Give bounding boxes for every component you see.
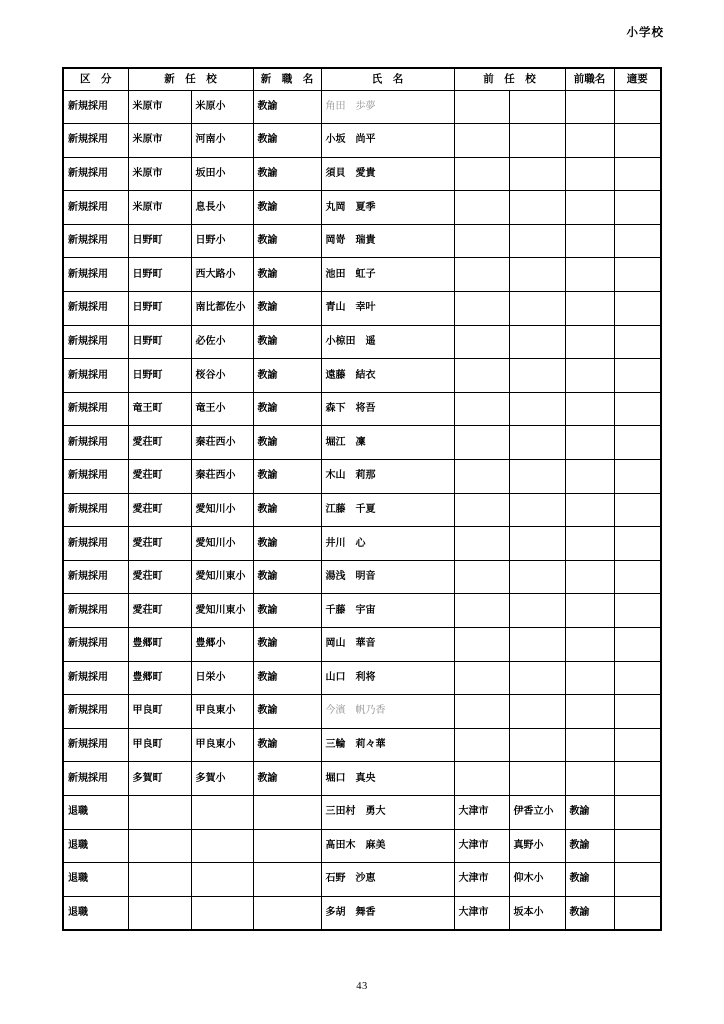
cell-prev-title xyxy=(565,527,614,561)
cell-new-city: 愛荘町 xyxy=(128,460,191,494)
cell-prev-school xyxy=(509,157,565,191)
col-header-new-title: 新 職 名 xyxy=(253,68,321,90)
cell-new-city: 多賀町 xyxy=(128,762,191,796)
cell-remarks xyxy=(614,896,661,930)
table-row xyxy=(63,224,661,258)
cell-remarks xyxy=(614,224,661,258)
cell-prev-school xyxy=(509,325,565,359)
cell-new-city xyxy=(128,795,191,829)
cell-prev-school xyxy=(509,493,565,527)
cell-name: 多胡 舞香 xyxy=(321,896,454,930)
cell-prev-school xyxy=(509,594,565,628)
cell-prev-title xyxy=(565,359,614,393)
cell-name: 堀口 真央 xyxy=(321,762,454,796)
cell-category: 新規採用 xyxy=(63,258,128,292)
cell-prev-title xyxy=(565,628,614,662)
table-row xyxy=(63,628,661,662)
col-header-name: 氏 名 xyxy=(321,68,454,90)
cell-new-school: 多賀小 xyxy=(191,762,253,796)
cell-new-city: 米原市 xyxy=(128,124,191,158)
cell-prev-title xyxy=(565,426,614,460)
cell-new-title: 教諭 xyxy=(253,493,321,527)
cell-new-title: 教諭 xyxy=(253,426,321,460)
cell-name: 三輪 莉々華 xyxy=(321,728,454,762)
section-label: 小学校 xyxy=(626,27,664,39)
cell-prev-city: 大津市 xyxy=(454,896,509,930)
cell-new-title: 教諭 xyxy=(253,460,321,494)
cell-name: 丸岡 夏季 xyxy=(321,191,454,225)
cell-prev-school xyxy=(509,292,565,326)
cell-prev-school xyxy=(509,90,565,124)
cell-new-title xyxy=(253,896,321,930)
cell-prev-title xyxy=(565,560,614,594)
cell-category: 新規採用 xyxy=(63,124,128,158)
cell-remarks xyxy=(614,90,661,124)
cell-remarks xyxy=(614,258,661,292)
cell-new-title: 教諭 xyxy=(253,124,321,158)
cell-new-city: 米原市 xyxy=(128,157,191,191)
cell-category: 新規採用 xyxy=(63,224,128,258)
cell-name: 岡嵜 瑞貴 xyxy=(321,224,454,258)
table-row xyxy=(63,762,661,796)
cell-new-city xyxy=(128,896,191,930)
cell-prev-city xyxy=(454,426,509,460)
cell-new-city: 米原市 xyxy=(128,191,191,225)
col-header-prev-school: 前 任 校 xyxy=(454,68,565,90)
cell-remarks xyxy=(614,594,661,628)
cell-new-city: 愛荘町 xyxy=(128,527,191,561)
cell-new-city: 日野町 xyxy=(128,224,191,258)
table-row xyxy=(63,594,661,628)
cell-new-city: 米原市 xyxy=(128,90,191,124)
cell-prev-city xyxy=(454,124,509,158)
cell-category: 新規採用 xyxy=(63,594,128,628)
cell-category: 新規採用 xyxy=(63,157,128,191)
cell-remarks xyxy=(614,527,661,561)
cell-new-school: 必佐小 xyxy=(191,325,253,359)
cell-name: 湯浅 明音 xyxy=(321,560,454,594)
cell-remarks xyxy=(614,392,661,426)
cell-new-title: 教諭 xyxy=(253,728,321,762)
cell-prev-title xyxy=(565,292,614,326)
cell-category: 新規採用 xyxy=(63,695,128,729)
cell-new-city: 愛荘町 xyxy=(128,594,191,628)
cell-prev-school xyxy=(509,426,565,460)
cell-prev-school xyxy=(509,224,565,258)
cell-new-school: 甲良東小 xyxy=(191,695,253,729)
cell-new-title: 教諭 xyxy=(253,157,321,191)
cell-new-school: 愛知川東小 xyxy=(191,594,253,628)
cell-category: 新規採用 xyxy=(63,661,128,695)
cell-new-school: 愛知川小 xyxy=(191,527,253,561)
cell-new-city: 愛荘町 xyxy=(128,426,191,460)
table-row xyxy=(63,493,661,527)
cell-new-school xyxy=(191,863,253,897)
table-row xyxy=(63,661,661,695)
cell-prev-school xyxy=(509,460,565,494)
cell-prev-title xyxy=(565,157,614,191)
cell-prev-city: 大津市 xyxy=(454,863,509,897)
page-number: 43 xyxy=(356,981,368,992)
cell-category: 新規採用 xyxy=(63,460,128,494)
cell-prev-title xyxy=(565,460,614,494)
cell-category: 新規採用 xyxy=(63,292,128,326)
cell-prev-title: 教諭 xyxy=(565,863,614,897)
cell-remarks xyxy=(614,728,661,762)
cell-name: 今濱 帆乃香 xyxy=(321,695,454,729)
cell-prev-city xyxy=(454,258,509,292)
table-row xyxy=(63,728,661,762)
cell-new-school: 日野小 xyxy=(191,224,253,258)
cell-new-city: 日野町 xyxy=(128,258,191,292)
table-row xyxy=(63,157,661,191)
cell-new-city: 竜王町 xyxy=(128,392,191,426)
cell-new-title: 教諭 xyxy=(253,762,321,796)
cell-prev-city xyxy=(454,493,509,527)
cell-new-title: 教諭 xyxy=(253,560,321,594)
cell-prev-school: 仰木小 xyxy=(509,863,565,897)
cell-new-school xyxy=(191,896,253,930)
cell-prev-title xyxy=(565,392,614,426)
cell-name: 池田 虹子 xyxy=(321,258,454,292)
cell-new-city: 愛荘町 xyxy=(128,493,191,527)
cell-prev-city xyxy=(454,460,509,494)
cell-category: 退職 xyxy=(63,896,128,930)
cell-name: 遠藤 結衣 xyxy=(321,359,454,393)
cell-remarks xyxy=(614,863,661,897)
cell-new-city xyxy=(128,863,191,897)
cell-category: 新規採用 xyxy=(63,392,128,426)
cell-category: 新規採用 xyxy=(63,560,128,594)
cell-remarks xyxy=(614,560,661,594)
cell-prev-title xyxy=(565,124,614,158)
personnel-table xyxy=(62,67,662,931)
cell-name: 山口 利将 xyxy=(321,661,454,695)
cell-category: 新規採用 xyxy=(63,493,128,527)
cell-prev-school xyxy=(509,560,565,594)
cell-prev-title xyxy=(565,594,614,628)
cell-prev-city xyxy=(454,191,509,225)
cell-prev-city xyxy=(454,762,509,796)
cell-prev-city xyxy=(454,695,509,729)
col-header-prev-title: 前職名 xyxy=(565,68,614,90)
cell-category: 新規採用 xyxy=(63,191,128,225)
cell-category: 退職 xyxy=(63,863,128,897)
table-row xyxy=(63,527,661,561)
cell-new-school: 愛知川東小 xyxy=(191,560,253,594)
cell-prev-school xyxy=(509,661,565,695)
cell-new-city xyxy=(128,829,191,863)
cell-prev-title xyxy=(565,224,614,258)
cell-prev-school xyxy=(509,728,565,762)
header-row xyxy=(63,68,661,90)
table-row xyxy=(63,460,661,494)
cell-new-title: 教諭 xyxy=(253,292,321,326)
cell-prev-school xyxy=(509,628,565,662)
cell-new-title: 教諭 xyxy=(253,359,321,393)
cell-new-school: 甲良東小 xyxy=(191,728,253,762)
cell-name: 井川 心 xyxy=(321,527,454,561)
table-row xyxy=(63,392,661,426)
cell-name: 岡山 華音 xyxy=(321,628,454,662)
cell-prev-title xyxy=(565,325,614,359)
cell-prev-title xyxy=(565,728,614,762)
cell-new-title xyxy=(253,829,321,863)
col-header-category: 区 分 xyxy=(63,68,128,90)
cell-remarks xyxy=(614,493,661,527)
cell-prev-school xyxy=(509,392,565,426)
cell-prev-title: 教諭 xyxy=(565,896,614,930)
cell-name: 須貝 愛貴 xyxy=(321,157,454,191)
cell-prev-city xyxy=(454,392,509,426)
cell-category: 新規採用 xyxy=(63,762,128,796)
cell-remarks xyxy=(614,460,661,494)
cell-remarks xyxy=(614,157,661,191)
cell-category: 新規採用 xyxy=(63,728,128,762)
cell-remarks xyxy=(614,359,661,393)
cell-remarks xyxy=(614,191,661,225)
cell-new-title: 教諭 xyxy=(253,527,321,561)
table-row xyxy=(63,258,661,292)
cell-prev-city xyxy=(454,728,509,762)
cell-prev-school xyxy=(509,527,565,561)
cell-name: 小坂 尚平 xyxy=(321,124,454,158)
cell-remarks xyxy=(614,829,661,863)
cell-new-title: 教諭 xyxy=(253,392,321,426)
col-header-remarks: 適要 xyxy=(614,68,661,90)
cell-remarks xyxy=(614,762,661,796)
table-row xyxy=(63,896,661,930)
table-row xyxy=(63,426,661,460)
cell-new-title: 教諭 xyxy=(253,325,321,359)
cell-name: 堀江 凜 xyxy=(321,426,454,460)
cell-prev-city xyxy=(454,292,509,326)
cell-remarks xyxy=(614,628,661,662)
cell-prev-city: 大津市 xyxy=(454,829,509,863)
cell-name: 石野 沙恵 xyxy=(321,863,454,897)
cell-category: 新規採用 xyxy=(63,527,128,561)
cell-prev-title: 教諭 xyxy=(565,795,614,829)
cell-new-city: 日野町 xyxy=(128,292,191,326)
cell-prev-school: 坂本小 xyxy=(509,896,565,930)
table-row xyxy=(63,695,661,729)
cell-category: 新規採用 xyxy=(63,426,128,460)
cell-new-city: 豊郷町 xyxy=(128,628,191,662)
cell-new-school: 日栄小 xyxy=(191,661,253,695)
cell-category: 新規採用 xyxy=(63,628,128,662)
cell-remarks xyxy=(614,292,661,326)
cell-prev-school xyxy=(509,695,565,729)
cell-prev-city xyxy=(454,560,509,594)
cell-prev-school: 伊香立小 xyxy=(509,795,565,829)
cell-new-title: 教諭 xyxy=(253,224,321,258)
cell-prev-city xyxy=(454,661,509,695)
cell-prev-city xyxy=(454,224,509,258)
cell-new-school: 米原小 xyxy=(191,90,253,124)
table-row xyxy=(63,795,661,829)
table-row xyxy=(63,325,661,359)
cell-category: 新規採用 xyxy=(63,90,128,124)
cell-new-title: 教諭 xyxy=(253,90,321,124)
cell-prev-city: 大津市 xyxy=(454,795,509,829)
table-row xyxy=(63,292,661,326)
cell-new-school: 秦荘西小 xyxy=(191,426,253,460)
cell-remarks xyxy=(614,695,661,729)
cell-prev-school xyxy=(509,124,565,158)
cell-new-school: 息長小 xyxy=(191,191,253,225)
cell-prev-city xyxy=(454,359,509,393)
cell-name: 青山 幸叶 xyxy=(321,292,454,326)
cell-new-title: 教諭 xyxy=(253,191,321,225)
cell-prev-title xyxy=(565,695,614,729)
table-row xyxy=(63,359,661,393)
cell-prev-title xyxy=(565,762,614,796)
cell-new-school: 西大路小 xyxy=(191,258,253,292)
cell-remarks xyxy=(614,124,661,158)
cell-name: 江藤 千夏 xyxy=(321,493,454,527)
table-row xyxy=(63,863,661,897)
cell-new-title xyxy=(253,795,321,829)
cell-prev-school xyxy=(509,762,565,796)
cell-name: 森下 将吾 xyxy=(321,392,454,426)
cell-remarks xyxy=(614,661,661,695)
cell-prev-school xyxy=(509,359,565,393)
table-row xyxy=(63,191,661,225)
cell-category: 退職 xyxy=(63,795,128,829)
cell-new-city: 甲良町 xyxy=(128,695,191,729)
cell-prev-title xyxy=(565,191,614,225)
cell-prev-city xyxy=(454,325,509,359)
cell-prev-title xyxy=(565,661,614,695)
cell-new-city: 甲良町 xyxy=(128,728,191,762)
cell-new-school: 豊郷小 xyxy=(191,628,253,662)
cell-name: 三田村 勇大 xyxy=(321,795,454,829)
cell-remarks xyxy=(614,795,661,829)
cell-new-title: 教諭 xyxy=(253,661,321,695)
cell-new-school xyxy=(191,829,253,863)
cell-prev-title xyxy=(565,493,614,527)
cell-prev-title xyxy=(565,258,614,292)
cell-prev-city xyxy=(454,594,509,628)
cell-prev-city xyxy=(454,90,509,124)
cell-prev-city xyxy=(454,527,509,561)
cell-name: 髙田木 麻美 xyxy=(321,829,454,863)
cell-prev-title: 教諭 xyxy=(565,829,614,863)
cell-new-title: 教諭 xyxy=(253,628,321,662)
cell-prev-school xyxy=(509,191,565,225)
cell-category: 退職 xyxy=(63,829,128,863)
cell-new-school: 坂田小 xyxy=(191,157,253,191)
cell-name: 小椋田 遥 xyxy=(321,325,454,359)
cell-new-school: 河南小 xyxy=(191,124,253,158)
cell-category: 新規採用 xyxy=(63,359,128,393)
cell-new-school: 愛知川小 xyxy=(191,493,253,527)
cell-name: 角田 歩夢 xyxy=(321,90,454,124)
table-row xyxy=(63,90,661,124)
cell-name: 木山 莉那 xyxy=(321,460,454,494)
cell-prev-city xyxy=(454,157,509,191)
cell-new-title: 教諭 xyxy=(253,695,321,729)
cell-new-city: 日野町 xyxy=(128,325,191,359)
cell-prev-school: 真野小 xyxy=(509,829,565,863)
cell-new-school: 南比都佐小 xyxy=(191,292,253,326)
col-header-new-school: 新 任 校 xyxy=(128,68,253,90)
cell-new-city: 日野町 xyxy=(128,359,191,393)
cell-new-school: 竜王小 xyxy=(191,392,253,426)
cell-name: 千藤 宇宙 xyxy=(321,594,454,628)
table-row xyxy=(63,560,661,594)
table-row xyxy=(63,829,661,863)
cell-new-title xyxy=(253,863,321,897)
cell-remarks xyxy=(614,426,661,460)
cell-prev-title xyxy=(565,90,614,124)
cell-prev-city xyxy=(454,628,509,662)
cell-new-city: 豊郷町 xyxy=(128,661,191,695)
cell-remarks xyxy=(614,325,661,359)
cell-new-school: 桜谷小 xyxy=(191,359,253,393)
cell-new-city: 愛荘町 xyxy=(128,560,191,594)
cell-prev-school xyxy=(509,258,565,292)
cell-category: 新規採用 xyxy=(63,325,128,359)
table-row xyxy=(63,124,661,158)
cell-new-school xyxy=(191,795,253,829)
cell-new-title: 教諭 xyxy=(253,594,321,628)
cell-new-title: 教諭 xyxy=(253,258,321,292)
cell-new-school: 秦荘西小 xyxy=(191,460,253,494)
